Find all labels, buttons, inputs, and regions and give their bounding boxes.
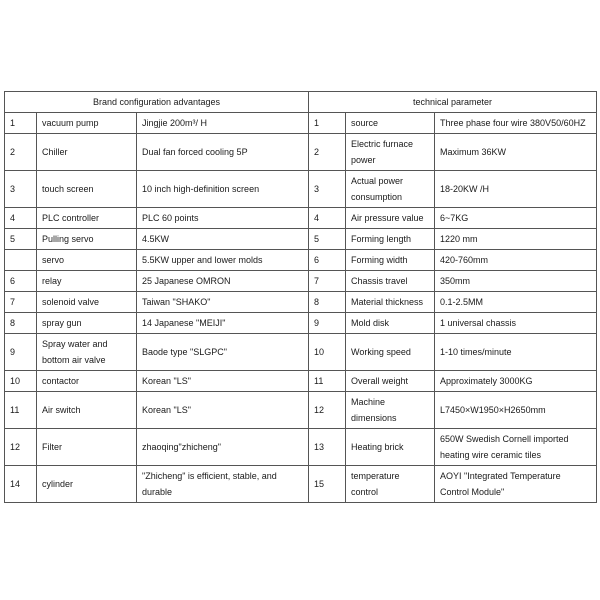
tech-item: Air pressure value [346, 208, 435, 229]
brand-no: 14 [5, 466, 37, 503]
tech-value: 6~7KG [435, 208, 597, 229]
tech-value: 1-10 times/minute [435, 334, 597, 371]
table-row [5, 271, 597, 292]
brand-value: "Zhicheng" is efficient, stable, and durable [137, 466, 309, 503]
tech-no: 9 [309, 313, 346, 334]
brand-value: 25 Japanese OMRON [137, 271, 309, 292]
tech-no: 15 [309, 466, 346, 503]
tech-item: Working speed [346, 334, 435, 371]
brand-item: PLC controller [37, 208, 137, 229]
tech-item: temperature control [346, 466, 435, 503]
tech-value: 1220 mm [435, 229, 597, 250]
tech-value: L7450×W1950×H2650mm [435, 392, 597, 429]
tech-value: 350mm [435, 271, 597, 292]
table-row [5, 371, 597, 392]
brand-value: Jingjie 200m³/ H [137, 113, 309, 134]
table-row [5, 429, 597, 466]
spec-table [4, 91, 597, 503]
brand-header: Brand configuration advantages [5, 92, 309, 113]
brand-no: 8 [5, 313, 37, 334]
tech-value: AOYI "Integrated Temperature Control Module" [435, 466, 597, 503]
tech-value: 420-760mm [435, 250, 597, 271]
tech-no: 7 [309, 271, 346, 292]
tech-no: 11 [309, 371, 346, 392]
brand-no: 6 [5, 271, 37, 292]
table-row [5, 313, 597, 334]
brand-value: Baode type "SLGPC" [137, 334, 309, 371]
brand-item: solenoid valve [37, 292, 137, 313]
brand-item: servo [37, 250, 137, 271]
brand-no [5, 250, 37, 271]
tech-value: 0.1-2.5MM [435, 292, 597, 313]
brand-item: vacuum pump [37, 113, 137, 134]
header-row [5, 92, 597, 113]
brand-value: 4.5KW [137, 229, 309, 250]
brand-item: Filter [37, 429, 137, 466]
tech-no: 1 [309, 113, 346, 134]
tech-no: 5 [309, 229, 346, 250]
tech-header: technical parameter [309, 92, 597, 113]
tech-no: 12 [309, 392, 346, 429]
table-row [5, 250, 597, 271]
brand-no: 10 [5, 371, 37, 392]
brand-item: Pulling servo [37, 229, 137, 250]
tech-item: Material thickness [346, 292, 435, 313]
table-row [5, 466, 597, 503]
table-row [5, 292, 597, 313]
tech-item: Chassis travel [346, 271, 435, 292]
tech-item: Forming length [346, 229, 435, 250]
tech-value: Approximately 3000KG [435, 371, 597, 392]
brand-value: zhaoqing"zhicheng" [137, 429, 309, 466]
brand-item: relay [37, 271, 137, 292]
brand-no: 2 [5, 134, 37, 171]
brand-no: 5 [5, 229, 37, 250]
brand-value: 10 inch high-definition screen [137, 171, 309, 208]
brand-value: 5.5KW upper and lower molds [137, 250, 309, 271]
tech-item: Heating brick [346, 429, 435, 466]
tech-no: 13 [309, 429, 346, 466]
tech-value: Three phase four wire 380V50/60HZ [435, 113, 597, 134]
brand-item: spray gun [37, 313, 137, 334]
table-row [5, 113, 597, 134]
table-row [5, 334, 597, 371]
brand-no: 12 [5, 429, 37, 466]
tech-value: 18-20KW /H [435, 171, 597, 208]
brand-item: Spray water and bottom air valve [37, 334, 137, 371]
brand-item: cylinder [37, 466, 137, 503]
tech-item: Forming width [346, 250, 435, 271]
brand-item: Air switch [37, 392, 137, 429]
brand-value: Korean "LS" [137, 392, 309, 429]
brand-item: contactor [37, 371, 137, 392]
table-row [5, 171, 597, 208]
brand-item: touch screen [37, 171, 137, 208]
brand-no: 9 [5, 334, 37, 371]
tech-value: 1 universal chassis [435, 313, 597, 334]
brand-no: 4 [5, 208, 37, 229]
tech-no: 2 [309, 134, 346, 171]
tech-no: 8 [309, 292, 346, 313]
brand-value: 14 Japanese "MEIJI" [137, 313, 309, 334]
brand-value: PLC 60 points [137, 208, 309, 229]
tech-no: 6 [309, 250, 346, 271]
tech-item: source [346, 113, 435, 134]
brand-no: 3 [5, 171, 37, 208]
brand-value: Dual fan forced cooling 5P [137, 134, 309, 171]
brand-value: Korean "LS" [137, 371, 309, 392]
brand-no: 7 [5, 292, 37, 313]
tech-item: Actual power consumption [346, 171, 435, 208]
tech-item: Machine dimensions [346, 392, 435, 429]
brand-item: Chiller [37, 134, 137, 171]
table-row [5, 392, 597, 429]
brand-no: 1 [5, 113, 37, 134]
tech-value: Maximum 36KW [435, 134, 597, 171]
tech-item: Overall weight [346, 371, 435, 392]
tech-no: 4 [309, 208, 346, 229]
tech-value: 650W Swedish Cornell imported heating wire ceramic tiles [435, 429, 597, 466]
brand-no: 11 [5, 392, 37, 429]
tech-item: Electric furnace power [346, 134, 435, 171]
spec-sheet [4, 91, 596, 503]
brand-value: Taiwan "SHAKO" [137, 292, 309, 313]
tech-item: Mold disk [346, 313, 435, 334]
table-row [5, 208, 597, 229]
tech-no: 3 [309, 171, 346, 208]
table-row [5, 229, 597, 250]
table-row [5, 134, 597, 171]
tech-no: 10 [309, 334, 346, 371]
